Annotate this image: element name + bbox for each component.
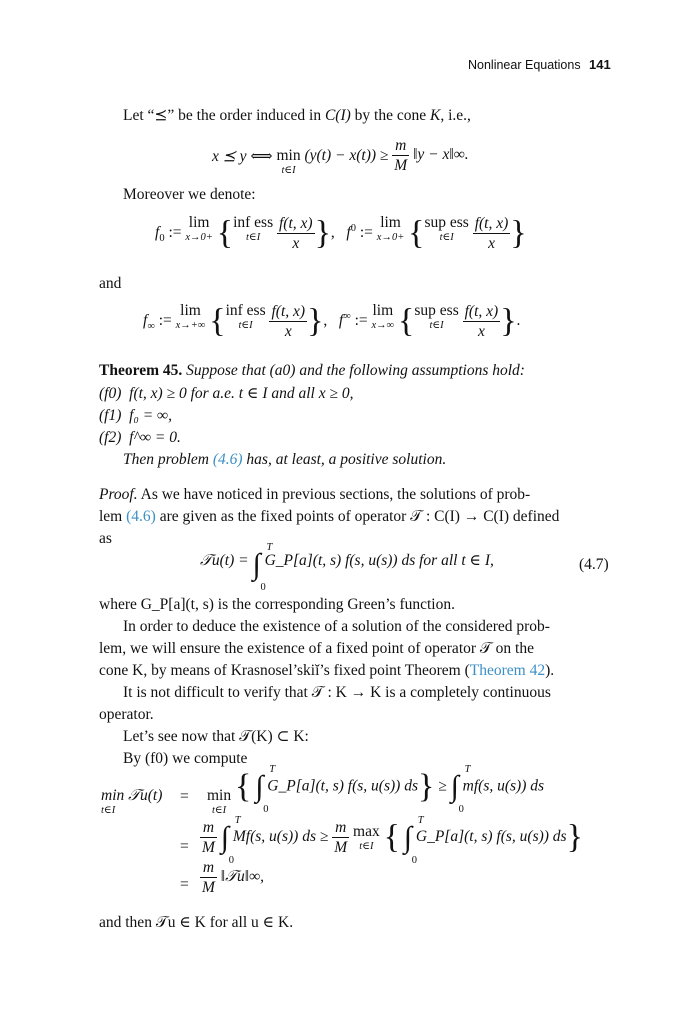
align-eq-3: = (180, 876, 189, 893)
verify-line-1: It is not difficult to verify that 𝒯 : K → K is a completely continuous (123, 684, 551, 701)
proof-line-2: lem (4.6) are given as the fixed points of operator 𝒯 : C(I) → C(I) defined (99, 508, 560, 525)
order-equation: x ⪯ y ⟺ min t∈I (y(t) − x(t)) ≥ $\frac{m}{M}$ ‖y − x‖∞. (212, 137, 469, 176)
align-eq-1: = (180, 788, 189, 805)
theorem-heading: Theorem 45. Suppose that (a0) and the following assumptions hold: (99, 362, 525, 379)
and-text: and (99, 275, 122, 292)
equation-ref-4-6-proof[interactable]: (4.6) (126, 508, 156, 525)
denote-text: Moreover we denote: (123, 186, 256, 203)
align-lhs: min 𝒯u(t) t∈I (101, 787, 163, 816)
f0-definition: $f_0$ := lim x→0+ {inf ess t∈I $\frac{f(t, x)}{x}$ }, $f^0$ := lim x→0+ {sup ess t∈I $\frac{f(t, x)}{x}$ } (155, 214, 527, 252)
see-text: Let’s see now that 𝒯(K) ⊂ K: (123, 728, 309, 745)
page-number: 141 (589, 57, 611, 72)
verify-line-2: operator. (99, 706, 154, 723)
deduce-line-2: lem, we will ensure the existence of a fixed point of operator 𝒯 on the (99, 640, 534, 657)
theorem-ref-42[interactable]: Theorem 42 (469, 662, 546, 679)
deduce-line-3: cone K, by means of Krasnosel’skiĭ’s fixed point Theorem (Theorem 42). (99, 662, 555, 679)
green-function-text: where G_P[a](t, s) is the corresponding Green’s function. (99, 596, 455, 613)
deduce-line-1: In order to deduce the existence of a solution of the considered prob- (123, 618, 550, 635)
align-row-2: $\frac{m}{M}$ T ∫ 0 Mf(s, u(s)) ds ≥ $\frac{m}{M}$ max t∈I { T ∫ 0 G_P[a](t, s) f(s, u(s)) ds} (202, 814, 583, 866)
equation-4-7: 𝒯u(t) = T ∫ 0 G_P[a](t, s) f(s, u(s)) ds for all t ∈ I, (200, 542, 494, 593)
proof-line-1: Proof. As we have noticed in previous sections, the solutions of prob- (99, 486, 531, 503)
align-row-3: $\frac{m}{M}$ ‖𝒯u‖∞, (202, 859, 265, 896)
compute-text: By (f0) we compute (123, 750, 248, 767)
theorem-assumption-f2: (f2) f^∞ = 0. (99, 429, 181, 446)
align-eq-2: = (180, 838, 189, 855)
finf-definition: $f_\infty$ := lim x→+∞ {inf ess t∈I $\frac{f(t, x)}{x}$ }, f∞ := lim x→∞ {sup ess t∈I $\frac{f(t, x)}{x}$ }. (143, 302, 521, 340)
theorem-conclusion: Then problem (4.6) has, at least, a positive solution. (123, 451, 447, 468)
proof-line-3: as (99, 530, 112, 547)
theorem-assumption-f0: (f0) f(t, x) ≥ 0 for a.e. t ∈ I and all x ≥ 0, (99, 385, 354, 402)
theorem-assumption-f1: (f1) f₀ = ∞, (99, 407, 172, 424)
equation-ref-4-6[interactable]: (4.6) (212, 451, 243, 468)
align-row-1: min t∈I { T ∫ 0 G_P[a](t, s) f(s, u(s)) ds} ≥ T ∫ 0 mf(s, u(s)) ds (207, 764, 545, 816)
equation-number-4-7: (4.7) (579, 556, 609, 573)
order-intro: Let “⪯” be the order induced in C(I) by the cone K, i.e., (123, 107, 471, 124)
closing-text: and then 𝒯u ∈ K for all u ∈ K. (99, 914, 294, 931)
running-title: Nonlinear Equations (468, 58, 581, 72)
